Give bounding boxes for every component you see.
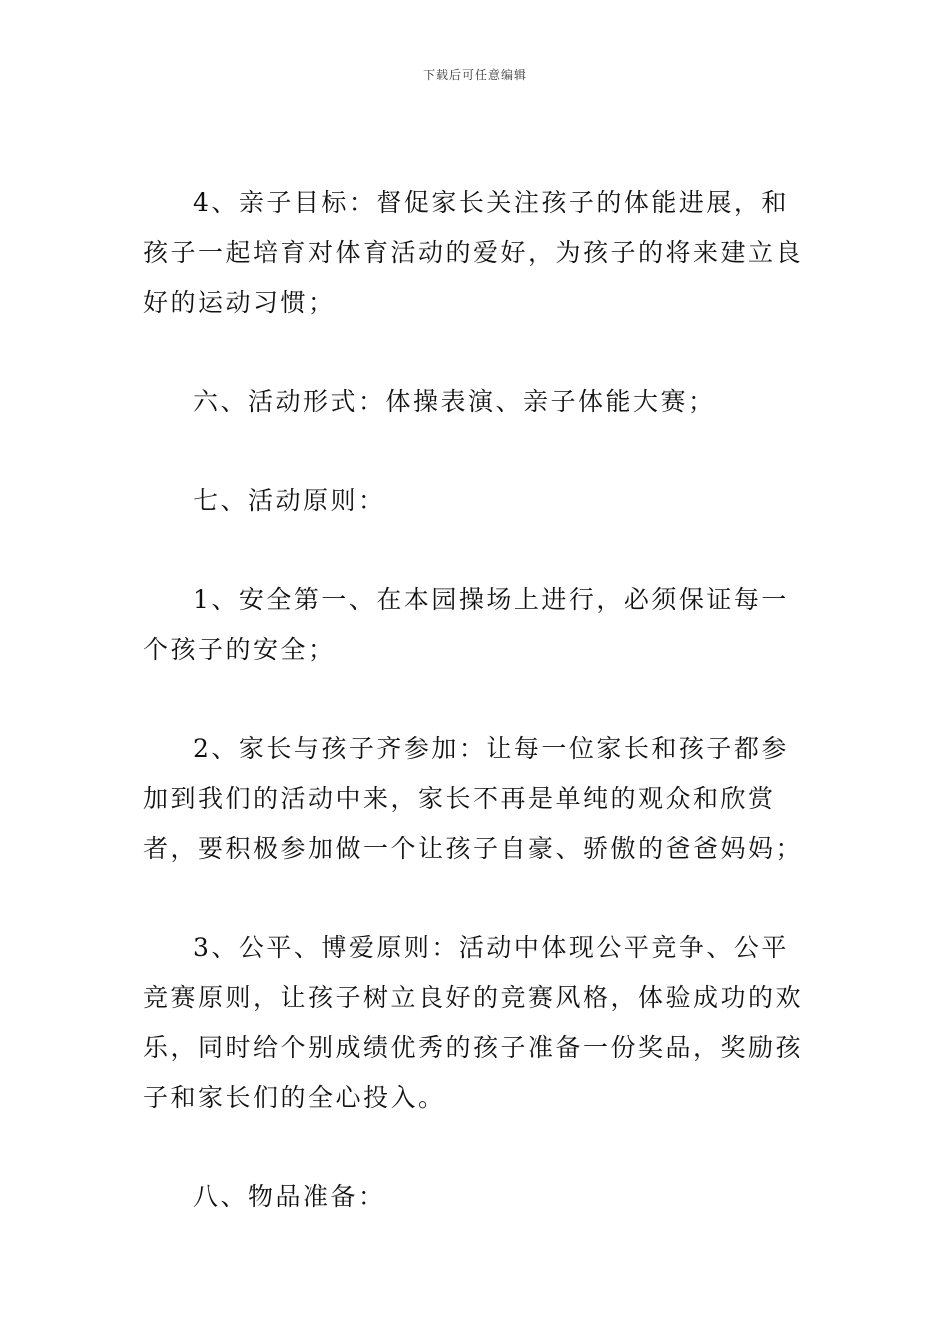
paragraph-fairness-principle: 3、公平、博爱原则：活动中体现公平竞争、公平竞赛原则，让孩子树立良好的竞赛风格，体验成功的欢乐，同时给个别成绩优秀的孩子准备一份奖品，奖励孩子和家长们的全心投入。 [143, 933, 804, 1112]
header-note: 下载后可任意编辑 [422, 68, 527, 82]
paragraph-gap [143, 1123, 811, 1172]
document-body [143, 178, 811, 1222]
paragraph-parent-participation: 2、家长与孩子齐参加：让每一位家长和孩子都参加到我们的活动中来，家长不再是单纯的观众和欣赏者，要积极参加做一个让孩子自豪、骄傲的爸爸妈妈； [143, 734, 804, 863]
paragraph-item-preparation-heading: 八、物品准备： [193, 1182, 386, 1211]
paragraph-gap [143, 427, 811, 476]
paragraph-safety-first: 1、安全第一、在本园操场上进行，必须保证每一个孩子的安全； [143, 585, 789, 664]
paragraph-gap [143, 328, 811, 377]
paragraph-gap [143, 526, 811, 575]
paragraph-parent-child-goal: 4、亲子目标：督促家长关注孩子的体能进展，和孩子一起培育对体育活动的爱好，为孩子的将来建立良好的运动习惯； [143, 188, 804, 317]
paragraph-gap [143, 675, 811, 724]
paragraph-activity-form: 六、活动形式：体操表演、亲子体能大赛； [193, 387, 716, 416]
paragraph-activity-principles-heading: 七、活动原则： [193, 486, 386, 515]
paragraph-gap [143, 874, 811, 923]
